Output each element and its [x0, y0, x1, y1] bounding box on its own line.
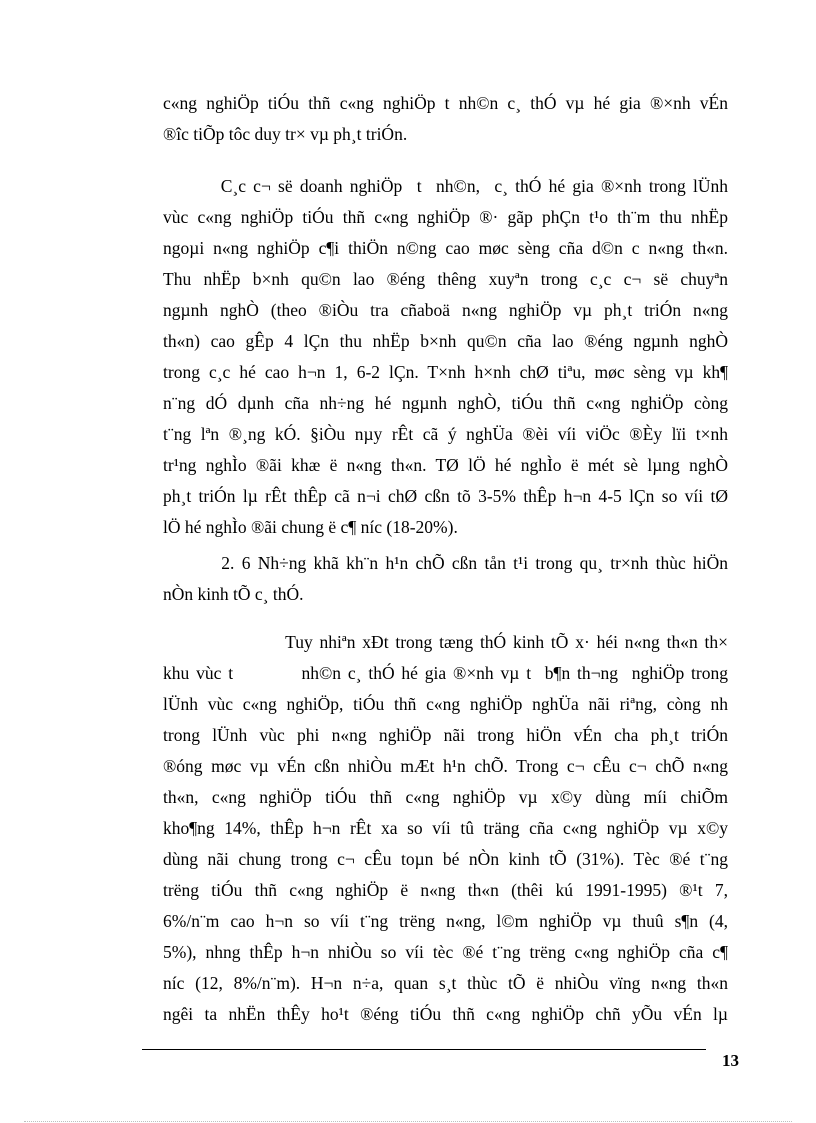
text-line: lÜnh vùc c«ng nghiÖp, tiÓu thñ c«ng nghiÖp nghÜa nãi riªng, còng nh: [163, 694, 728, 714]
text-line: vùc c«ng nghiÖp tiÓu thñ c«ng nghiÖp ®· gãp phÇn t¹o th¨m thu nhËp: [163, 207, 728, 227]
text-line: n¨ng dÓ dµnh cña nh÷ng hé ngµnh nghÒ, tiÓu thñ c«ng nghiÖp còng: [163, 393, 728, 413]
text-line: 2. 6 Nh÷ng khã kh¨n h¹n chÕ cßn tån t¹i trong qu¸ tr×nh thùc hiÖn: [163, 553, 728, 573]
page-number: 13: [722, 1051, 739, 1070]
text-line: Thu nhËp b×nh qu©n lao ®éng thêng xuyªn trong c¸c c¬ së chuyªn: [163, 269, 728, 289]
text-line: Tuy nhiªn xÐt trong tæng thÓ kinh tÕ x· héi n«ng th«n th×: [163, 632, 728, 652]
text-line: ngµnh nghÒ (theo ®iÒu tra cñaboä n«ng nghiÖp vµ ph¸t triÓn n«ng: [163, 300, 728, 320]
text-line: ph¸t triÓn lµ rÊt thÊp cã n¬i chØ cßn tõ 3-5% thÊp h¬n 4-5 lÇn so víi tØ: [163, 486, 728, 506]
page-bottom-border: [24, 1121, 792, 1122]
text-line: th«n, c«ng nghiÖp tiÓu thñ c«ng nghiÖp vµ x©y dùng míi chiÕm: [163, 787, 728, 807]
footer-divider: [142, 1049, 706, 1050]
text-line: 6%/n¨m cao h¬n so víi t¨ng trëng n«ng, l©m nghiÖp vµ thuû s¶n (4,: [163, 911, 728, 931]
text-line: ®îc tiÕp tôc duy tr× vµ ph¸t triÓn.: [163, 124, 408, 144]
text-line: tr¹ng nghÌo ®ãi khæ ë n«ng th«n. TØ lÖ hé nghÌo ë mét sè lµng nghÒ: [163, 455, 728, 475]
text-line: trong lÜnh vùc phi n«ng nghiÖp nãi trong hiÖn vÉn cha ph¸t triÓn: [163, 725, 728, 745]
text-line: dùng nãi chung trong c¬ cÊu toµn bé nÒn kinh tÕ (31%). Tèc ®é t¨ng: [163, 849, 728, 869]
text-line: lÖ hé nghÌo ®ãi chung ë c¶ níc (18-20%).: [163, 517, 458, 537]
text-line: khu vùc t nh©n c¸ thÓ hé gia ®×nh vµ t b¶n th¬ng nghiÖp trong: [163, 663, 728, 683]
text-line: kho¶ng 14%, thÊp h¬n rÊt xa so víi tû träng cña c«ng nghiÖp vµ x©y: [163, 818, 728, 838]
paragraph-2: [163, 171, 728, 543]
text-line: ®óng møc vµ vÉn cßn nhiÒu mÆt h¹n chÕ. Trong c¬ cÊu c¬ chÕ n«ng: [163, 756, 728, 776]
paragraph-4: [163, 627, 728, 1030]
section-heading-2-6: [163, 548, 728, 610]
text-line: th«n) cao gÊp 4 lÇn thu nhËp b×nh qu©n cña lao ®éng ngµnh nghÒ: [163, 331, 728, 351]
text-line: trong c¸c hé cao h¬n 1, 6-2 lÇn. T×nh h×nh chØ tiªu, møc sèng vµ kh¶: [163, 362, 728, 382]
text-line: níc (12, 8%/n¨m). H¬n n÷a, quan s¸t thùc tÕ ë nhiÒu vïng n«ng th«n: [163, 973, 728, 993]
text-line: C¸c c¬ së doanh nghiÖp t nh©n, c¸ thÓ hé gia ®×nh trong lÜnh: [163, 176, 728, 196]
text-line: ngêi ta nhËn thÊy ho¹t ®éng tiÓu thñ c«ng nghiÖp chñ yÕu vÉn lµ: [163, 1004, 728, 1024]
text-line: trëng tiÓu thñ c«ng nghiÖp ë n«ng th«n (thêi kú 1991-1995) ®¹t 7,: [163, 880, 728, 900]
paragraph-1: [163, 88, 728, 150]
text-line: 5%), nhng thÊp h¬n nhiÒu so víi tèc ®é t¨ng trëng c«ng nghiÖp cña c¶: [163, 942, 728, 962]
text-line: c«ng nghiÖp tiÓu thñ c«ng nghiÖp t nh©n c¸ thÓ vµ hé gia ®×nh vÉn: [163, 93, 728, 113]
text-line: ngoµi n«ng nghiÖp c¶i thiÖn n©ng cao møc sèng cña d©n c n«ng th«n.: [163, 238, 728, 258]
text-line: t¨ng lªn ®¸ng kÓ. §iÒu nµy rÊt cã ý nghÜa ®èi víi viÖc ®Èy lïi t×nh: [163, 424, 728, 444]
text-line: nÒn kinh tÕ c¸ thÓ.: [163, 584, 304, 604]
